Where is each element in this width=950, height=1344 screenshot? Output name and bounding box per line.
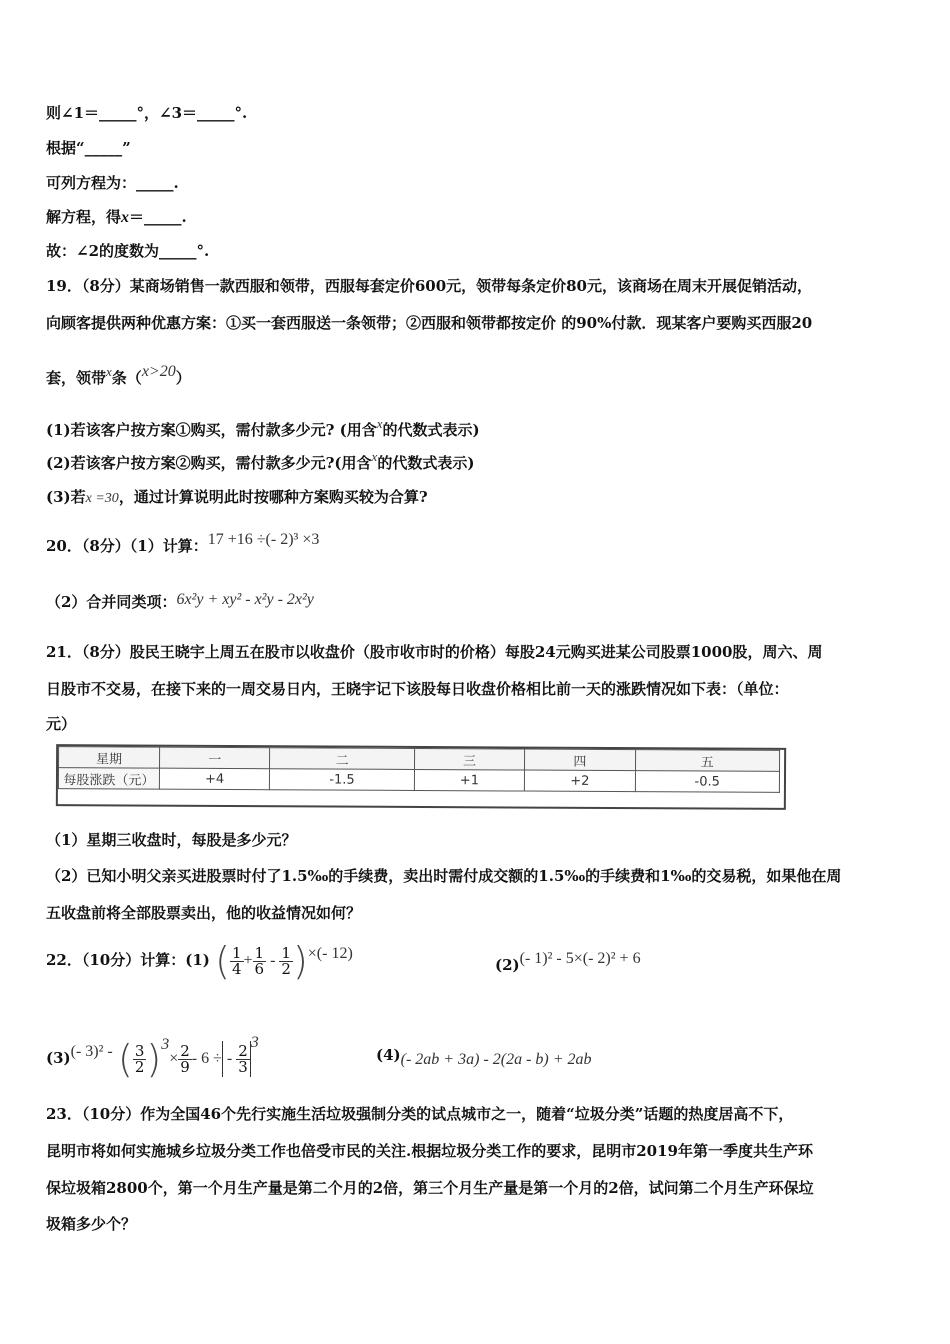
q20-label: 20．（8分）（1）计算： <box>46 537 208 555</box>
table-day-wed: 三 <box>414 748 525 770</box>
paren-left: ( <box>215 939 230 983</box>
q19-line2: 向顾客提供两种优惠方案：①买一套西服送一条领带；②西服和领带都按定价 的90%付款．现某客户要购买西服20 <box>46 314 813 332</box>
q21-line3: 元） <box>46 715 77 733</box>
q21-sub2a: （2）已知小明父亲买进股票时付了1.5‰的手续费，卖出时需付成交额的1.5‰的手续费和1‰的交易税，如果他在周 <box>46 867 842 885</box>
q22-p4-label: (4) <box>376 1046 401 1064</box>
q19-part3-text: (3)若 <box>46 488 86 506</box>
q23-line3: 保垃圾箱2800个，第一个月生产量是第二个月的2倍，第三个月生产量是第一个月的2倍，试问第二个月生产环保垃 <box>46 1179 814 1197</box>
fraction <box>133 1041 147 1076</box>
frac-den: 2 <box>134 1057 145 1076</box>
q22-e3-mid: × <box>169 1050 179 1067</box>
frac-num: 1 <box>254 943 265 962</box>
q19-part2 <box>46 449 475 474</box>
q19-part1 <box>46 416 480 441</box>
table-header-label: 星期 <box>59 747 160 769</box>
q19-part2-tail: 的代数式表示) <box>377 454 475 472</box>
q21-sub1: （1）星期三收盘时，每股是多少元？ <box>46 831 297 849</box>
frac-num: 2 <box>238 1041 248 1060</box>
table-value-tue: -1.5 <box>270 769 414 791</box>
q21-line2: 日股市不交易，在接下来的一周交易日内，王晓宇记下该股每日收盘价格相比前一天的涨跌情况如下表：（单位： <box>46 680 789 698</box>
q22-part2 <box>495 950 641 980</box>
fill-line-reason: 根据“_____” <box>46 139 131 157</box>
q19-part3-expr: x =30 <box>85 491 119 506</box>
table-row <box>58 768 779 793</box>
fill-line-equation: 可列方程为：_____. <box>46 174 179 192</box>
table-day-fri: 五 <box>635 750 780 772</box>
paren-right: ) <box>146 1037 162 1081</box>
paren-left: ( <box>117 1037 133 1081</box>
q22-part3: (3)(- 3)² - ( $\frac{3}{2}$ )$^3$× $\frac{2}{9}$ - 6 ÷ - $\frac{2}{3}$ $^3$ <box>46 1034 259 1081</box>
table-day-mon: 一 <box>160 747 271 769</box>
q19-part3 <box>46 487 428 509</box>
q19-line3 <box>46 363 191 389</box>
fill-line-solve <box>46 207 187 228</box>
q19-part1-var: x <box>376 416 383 431</box>
stock-change-table <box>58 746 780 793</box>
fraction <box>178 1041 192 1076</box>
fraction <box>253 943 267 978</box>
q23-line4: 圾箱多少个？ <box>46 1215 137 1233</box>
q22-part4 <box>376 1040 592 1070</box>
table-value-fri: -0.5 <box>635 771 780 793</box>
fill-line-angles: 则∠1＝_____°，∠3＝_____°. <box>46 104 248 122</box>
q19-var-x: x <box>106 364 112 379</box>
table-value-thu: +2 <box>525 770 636 792</box>
q19-part2-text: (2)若该客户按方案②购买，需付款多少元?(用含 <box>46 454 372 472</box>
q22-expr4: (- 2ab + 3a) - 2(2a - b) + 2ab <box>400 1051 592 1068</box>
frac-num: 1 <box>231 943 242 962</box>
frac-num: 3 <box>134 1041 145 1060</box>
q22-label: 22．（10分）计算：(1) <box>46 951 210 969</box>
table-day-thu: 四 <box>525 749 636 771</box>
paren-right: ) <box>292 939 308 983</box>
q20-line1 <box>46 531 320 557</box>
q22-line1: 22．（10分）计算：(1) ( $\frac{1}{4}$ + $\frac{1}{6}$ - $\frac{1}{2}$ )×(- 12) <box>46 939 353 983</box>
frac-num: 1 <box>281 943 291 962</box>
frac-den: 2 <box>281 959 291 978</box>
frac-num: 2 <box>180 1041 190 1060</box>
table-value-wed: +1 <box>414 769 525 791</box>
solve-var: x <box>121 209 130 226</box>
q22-expr2: (- 1)² - 5×(- 2)² + 6 <box>519 950 641 967</box>
q22-e1-tail: ×(- 12) <box>307 945 353 962</box>
table-value-mon: +4 <box>159 768 270 790</box>
q20-line2 <box>46 592 314 613</box>
q19-part1-tail: 的代数式表示) <box>382 421 480 439</box>
q20-expr2: 6x²y + xy² - x²y - 2x²y <box>176 591 314 608</box>
q20-label2: （2）合并同类项： <box>46 593 177 611</box>
q22-e3-mid2: - 6 ÷ <box>191 1050 222 1067</box>
fill-line-answer: 故：∠2的度数为_____°. <box>46 242 210 260</box>
q23-line2: 昆明市将如何实施城乡垃圾分类工作也倍受市民的关注.根据垃圾分类工作的要求，昆明市2019年第一季度共生产环 <box>46 1142 813 1160</box>
fraction <box>236 1041 250 1076</box>
solve-text: 解方程，得 <box>46 208 122 226</box>
q19-part3-tail: ，通过计算说明此时按哪种方案购买较为合算? <box>118 488 428 506</box>
frac-den: 9 <box>180 1057 190 1076</box>
table-day-tue: 二 <box>270 748 414 770</box>
q23-line1: 23．（10分）作为全国46个先行实施生活垃圾强制分类的试点城市之一，随着“垃圾分类”话题的热度居高不下， <box>46 1105 794 1123</box>
solve-tail: ＝_____. <box>129 208 187 226</box>
q22-p3-label: (3) <box>46 1049 71 1067</box>
q22-e3-head: (- 3)² - <box>70 1043 113 1060</box>
fraction <box>230 943 244 978</box>
table-row-label: 每股涨跌（元） <box>58 768 159 790</box>
fraction <box>279 943 293 978</box>
q19-part2-var: x <box>371 449 378 464</box>
q21-sub2b: 五收盘前将全部股票卖出，他的收益情况如何？ <box>46 904 362 922</box>
q19-line3-end: ） <box>175 369 191 387</box>
q19-part1-text: (1)若该客户按方案①购买，需付款多少元? (用含 <box>46 421 377 439</box>
frac-den: 4 <box>231 959 242 978</box>
frac-den: 3 <box>238 1057 248 1076</box>
q19-condition: x>20 <box>141 363 176 380</box>
q20-expr1: 17 +16 ÷(- 2)³ ×3 <box>207 531 320 548</box>
q19-line3-text: 套，领带 <box>46 369 107 387</box>
q19-line1: 19．（8分）某商场销售一款西服和领带，西服每套定价600元，领带每条定价80元，该商场在周末开展促销活动， <box>46 277 813 295</box>
q21-line1: 21．（8分）股民王晓宇上周五在股市以收盘价（股市收市时的价格）每股24元购买进某公司股票1000股，周六、周 <box>46 643 823 661</box>
q22-p2-label: (2) <box>495 956 520 974</box>
q19-line3-mid: 条（ <box>111 369 142 387</box>
frac-den: 6 <box>254 959 265 978</box>
